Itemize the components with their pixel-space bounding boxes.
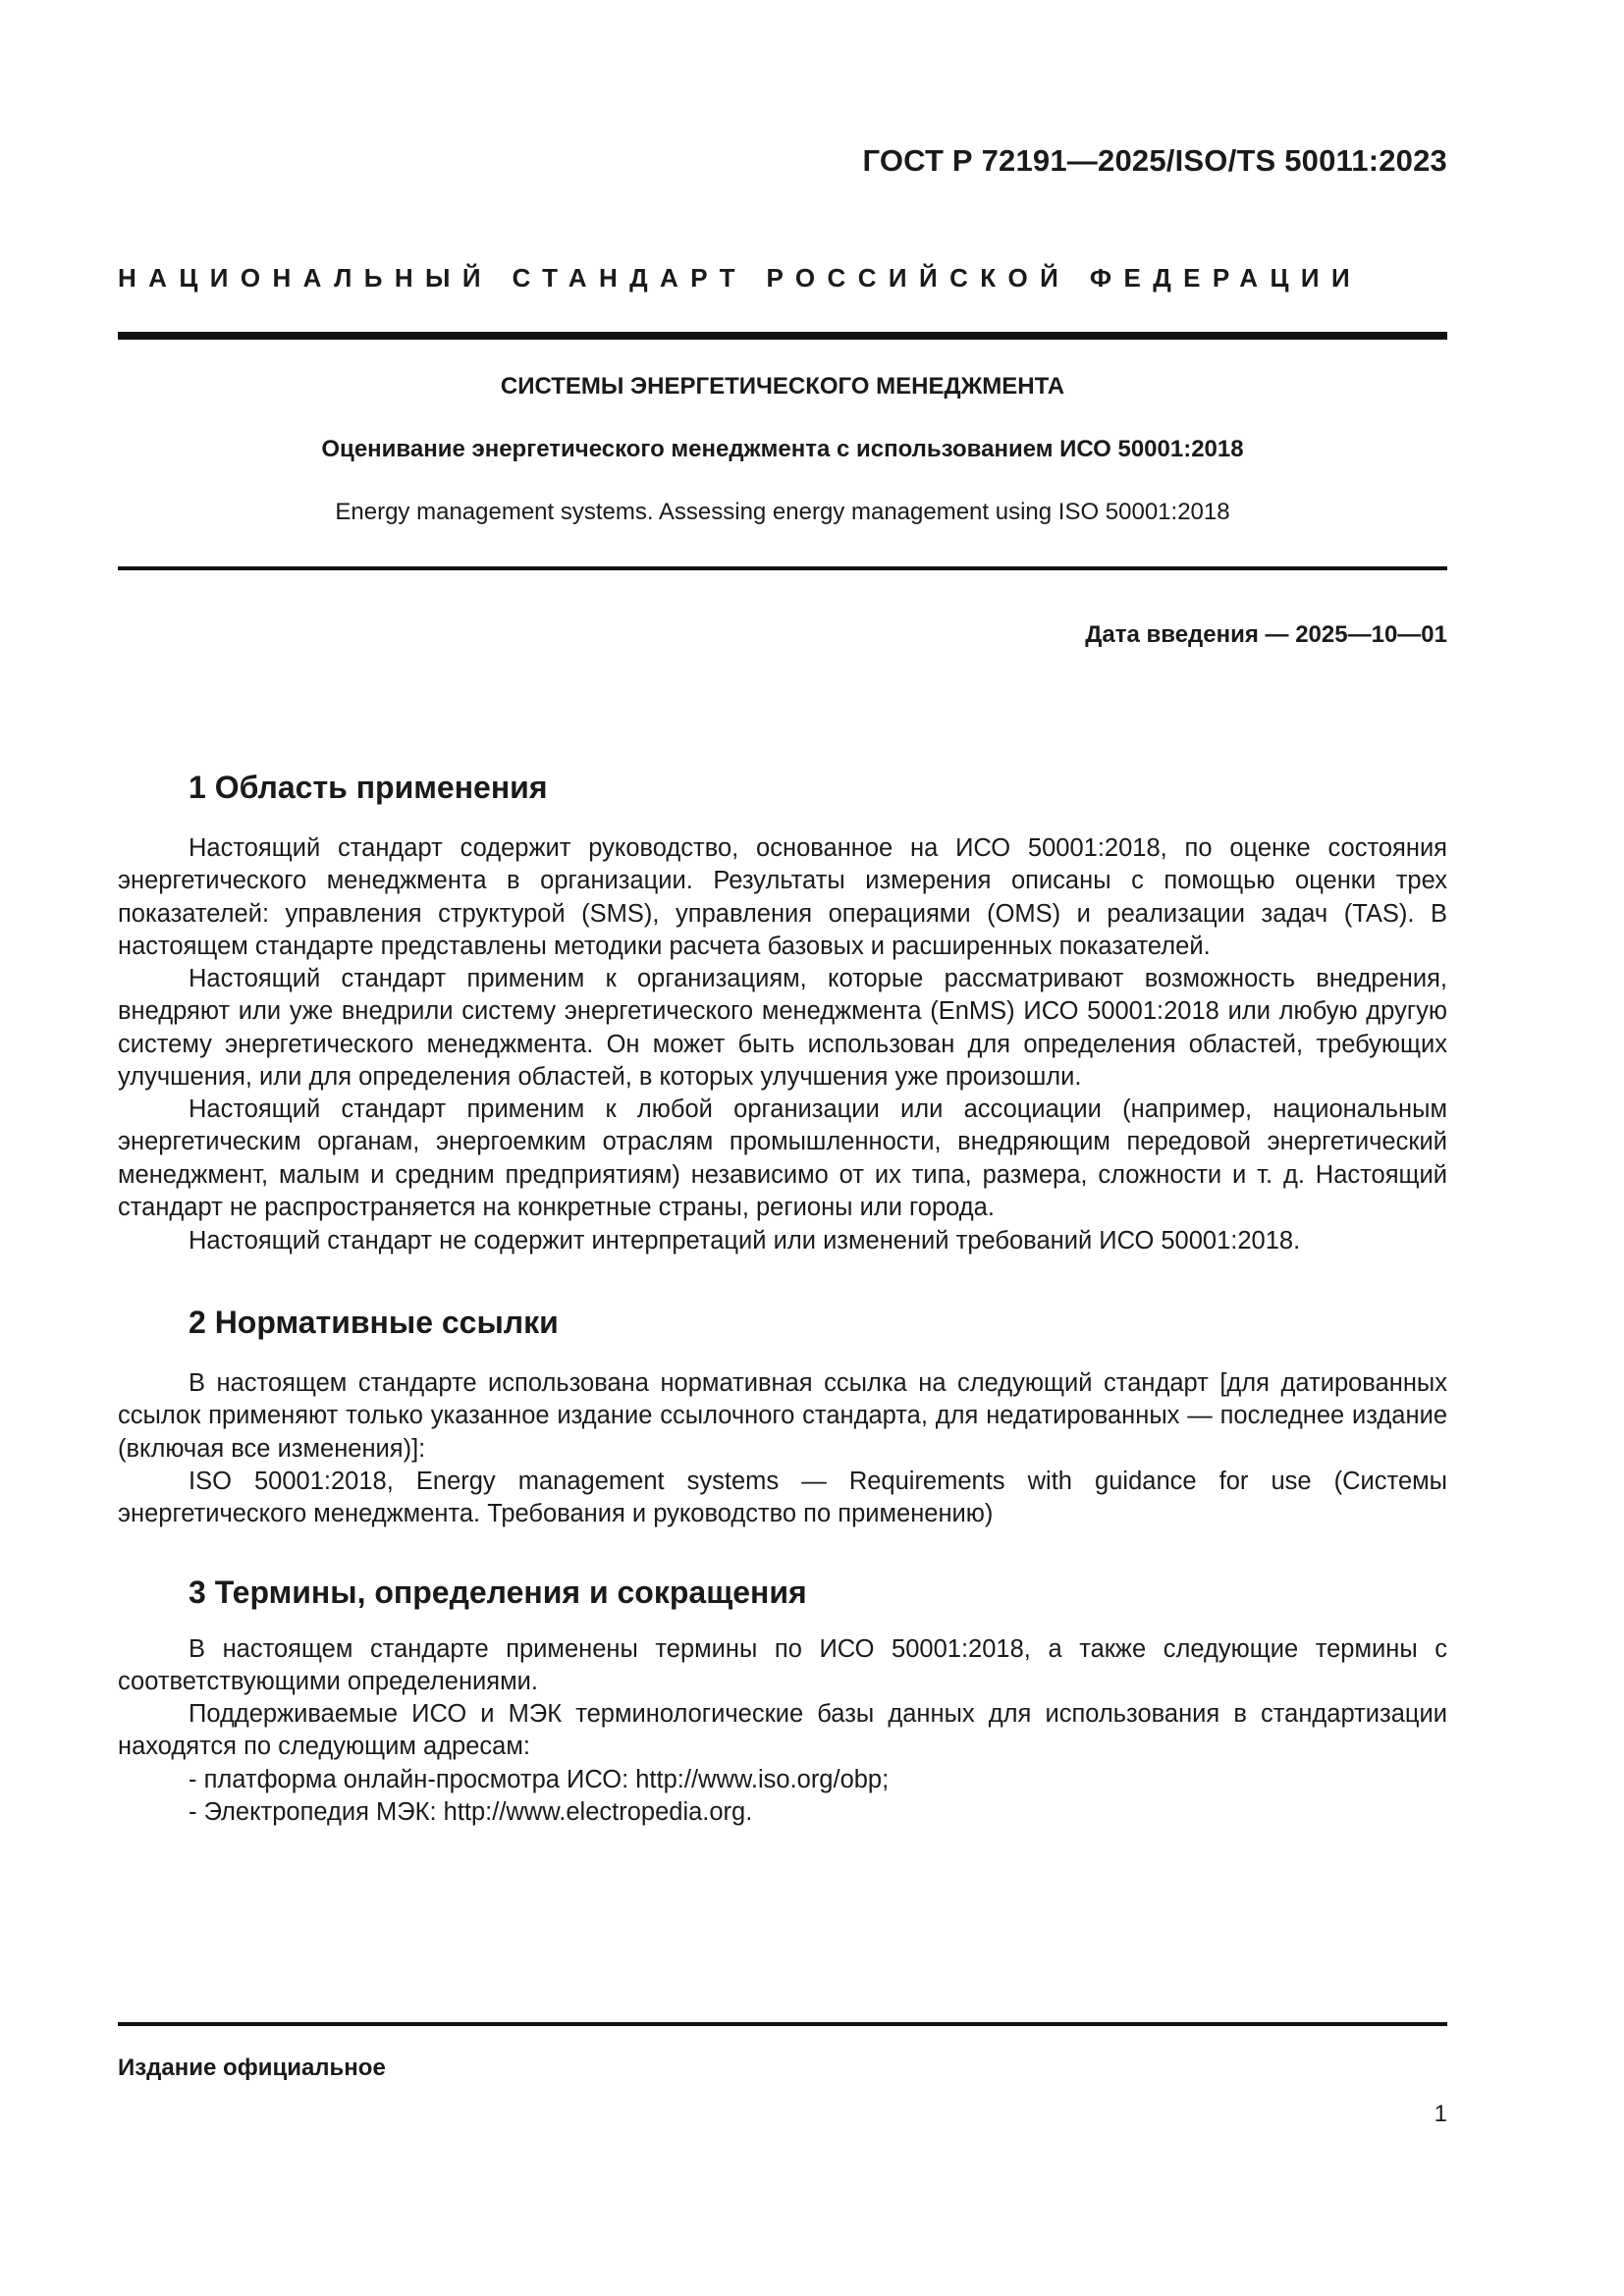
list-item: - Электропедия МЭК: http://www.electropedia.org. [189, 1798, 753, 1826]
paragraph: Поддерживаемые ИСО и МЭК терминологические базы данных для использования в стандартизации находятся по следующим адресам: [118, 1700, 1447, 1761]
paragraph: В настоящем стандарте применены термины по ИСО 50001:2018, а также следующие термины с соответствующими определениями. [118, 1635, 1447, 1696]
national-standard-header: НАЦИОНАЛЬНЫЙ СТАНДАРТ РОССИЙСКОЙ ФЕДЕРАЦИИ [118, 263, 1363, 293]
section-heading-scope: 1 Область применения [189, 770, 548, 805]
standard-title: СИСТЕМЫ ЭНЕРГЕТИЧЕСКОГО МЕНЕДЖМЕНТА [500, 373, 1065, 400]
header-divider [118, 332, 1447, 340]
document-number: ГОСТ Р 72191—2025/ISO/TS 50011:2023 [862, 143, 1447, 178]
page-number: 1 [1434, 2101, 1447, 2127]
standard-title-english: Energy management systems. Assessing energy management using ISO 50001:2018 [335, 499, 1230, 525]
section-heading-terms: 3 Термины, определения и сокращения [189, 1575, 807, 1610]
standard-subtitle: Оценивание энергетического менеджмента с использованием ИСО 50001:2018 [321, 436, 1244, 462]
paragraph: Настоящий стандарт применим к организациям, которые рассматривают возможность внедрения, внедряют или уже внедрили систему энергетического менеджмента (EnMS) ИСО 50001:2018 или любую другую систему энергетического менеджмента. Он может быть использован для определения областей, требующих улучшения, или для определения областей, в которых улучшения уже произошли. [118, 965, 1447, 1091]
introduction-date: Дата введения — 2025—10—01 [1085, 621, 1447, 648]
paragraph: Настоящий стандарт содержит руководство, основанное на ИСО 50001:2018, по оценке состояния энергетического менеджмента в организации. Результаты измерения описаны с помощью оценки трех показателей: управления структурой (SMS), управления операциями (OMS) и реализации задач (TAS). В настоящем стандарте представлены методики расчета базовых и расширенных показателей. [118, 834, 1447, 960]
official-edition-label: Издание официальное [118, 2055, 386, 2081]
list-item: - платформа онлайн-просмотра ИСО: http://www.iso.org/obp; [189, 1766, 890, 1793]
paragraph: Настоящий стандарт применим к любой организации или ассоциации (например, национальным энергетическим органам, энергоемким отраслям промышленности, внедряющим передовой энергетический менеджмент, малым и средним предприятиям) независимо от их типа, размера, сложности и т. д. Настоящий стандарт не распространяется на конкретные страны, регионы или города. [118, 1095, 1447, 1221]
paragraph: ISO 50001:2018, Energy management systems — Requirements with guidance for use (Системы энергетического менеджмента. Требования и руководство по применению) [118, 1468, 1447, 1528]
title-divider [118, 566, 1447, 570]
section-heading-normative-references: 2 Нормативные ссылки [189, 1305, 559, 1340]
paragraph: В настоящем стандарте использована нормативная ссылка на следующий стандарт [для датированных ссылок применяют только указанное издание ссылочного стандарта, для недатированных — последнее издание (включая все изменения)]: [118, 1369, 1447, 1463]
footer-divider [118, 2022, 1447, 2026]
paragraph: Настоящий стандарт не содержит интерпретаций или изменений требований ИСО 50001:2018. [189, 1227, 1301, 1255]
